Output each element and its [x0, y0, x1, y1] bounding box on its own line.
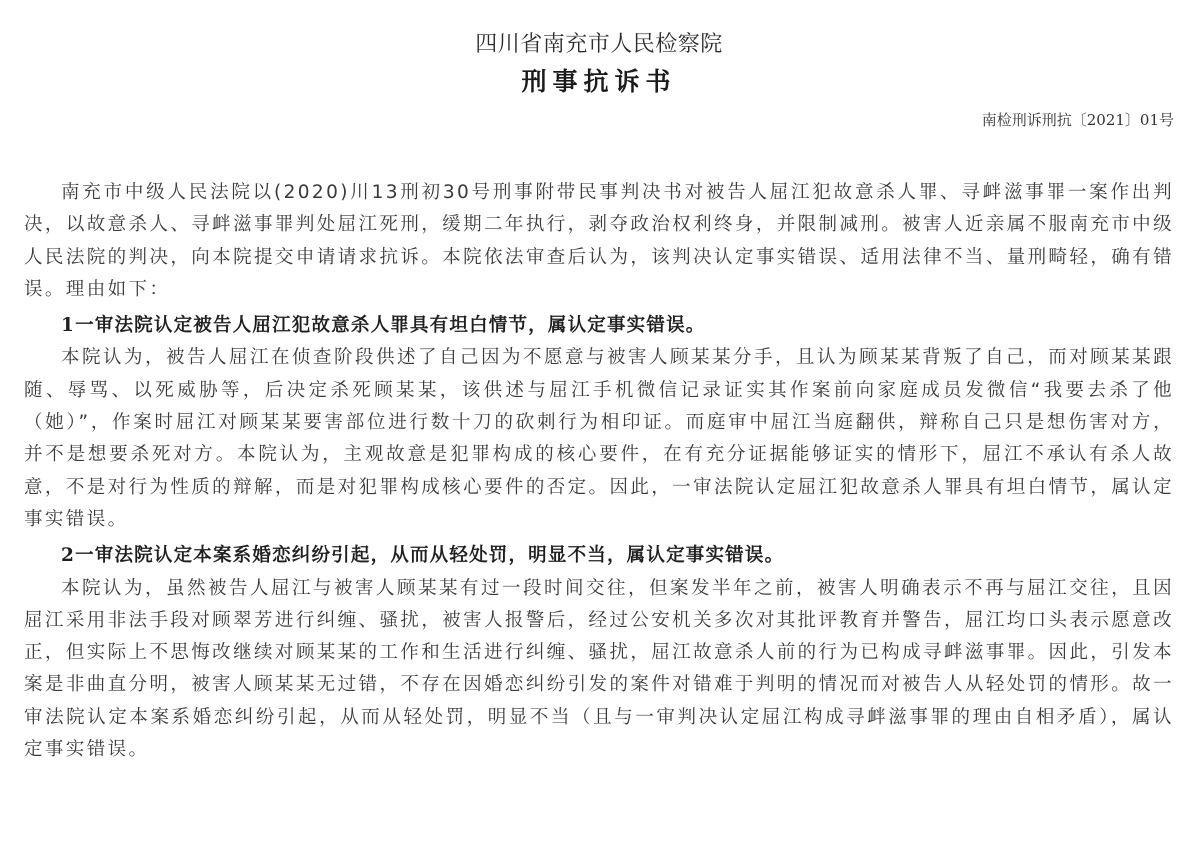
section-heading-1: 1一审法院认定被告人屈江犯故意杀人罪具有坦白情节，属认定事实错误。	[61, 315, 706, 337]
document-body	[24, 177, 1174, 766]
intro-paragraph: 南充市中级人民法院以(2020)川13刑初30号刑事附带民事判决书对被告人屈江犯故意杀人罪、寻衅滋事罪一案作出判决，以故意杀人、寻衅滋事罪判处屈江死刑，缓期二年执行，剥夺政治权利终身，并限制减刑。被害人近亲属不服南充市中级人民法院的判决，向本院提交申请请求抗诉。本院依法审查后认为，该判决认定事实错误、适用法律不当、量刑畸轻，确有错误。理由如下：	[24, 182, 1174, 300]
section-heading-2: 2一审法院认定本案系婚恋纠纷引起，从而从轻处罚，明显不当，属认定事实错误。	[61, 545, 785, 567]
section-paragraph-1: 本院认为，被告人屈江在侦查阶段供述了自己因为不愿意与被害人顾某某分手，且认为顾某某背叛了自己，而对顾某某跟随、辱骂、以死威胁等，后决定杀死顾某某，该供述与屈江手机微信记录证实其作案前向家庭成员发微信“我要去杀了他（她）”，作案时屈江对顾某某要害部位进行数十刀的砍刺行为相印证。而庭审中屈江当庭翻供，辩称自己只是想伤害对方，并不是想要杀死对方。本院认为，主观故意是犯罪构成的核心要件，在有充分证据能够证实的情形下，屈江不承认有杀人故意，不是对行为性质的辩解，而是对犯罪构成核心要件的否定。因此，一审法院认定屈江犯故意杀人罪具有坦白情节，属认定事实错误。	[24, 347, 1174, 530]
document-title: 刑事抗诉书	[521, 67, 677, 96]
organization-title: 四川省南充市人民检察院	[475, 32, 723, 57]
document-number: 南检刑诉刑抗〔2021〕01号	[981, 111, 1174, 129]
section-paragraph-2: 本院认为，虽然被告人屈江与被害人顾某某有过一段时间交往，但案发半年之前，被害人明确表示不再与屈江交往，且因屈江采用非法手段对顾翠芳进行纠缠、骚扰，被害人报警后，经过公安机关多次对其批评教育并警告，屈江均口头表示愿意改正，但实际上不思悔改继续对顾某某的工作和生活进行纠缠、骚扰，屈江故意杀人前的行为已构成寻衅滋事罪。因此，引发本案是非曲直分明，被害人顾某某无过错，不存在因婚恋纠纷引发的案件对错难于判明的情况而对被告人从轻处罚的情形。故一审法院认定本案系婚恋纠纷引起，从而从轻处罚，明显不当（且与一审判决认定屈江构成寻衅滋事罪的理由自相矛盾），属认定事实错误。	[24, 577, 1174, 761]
